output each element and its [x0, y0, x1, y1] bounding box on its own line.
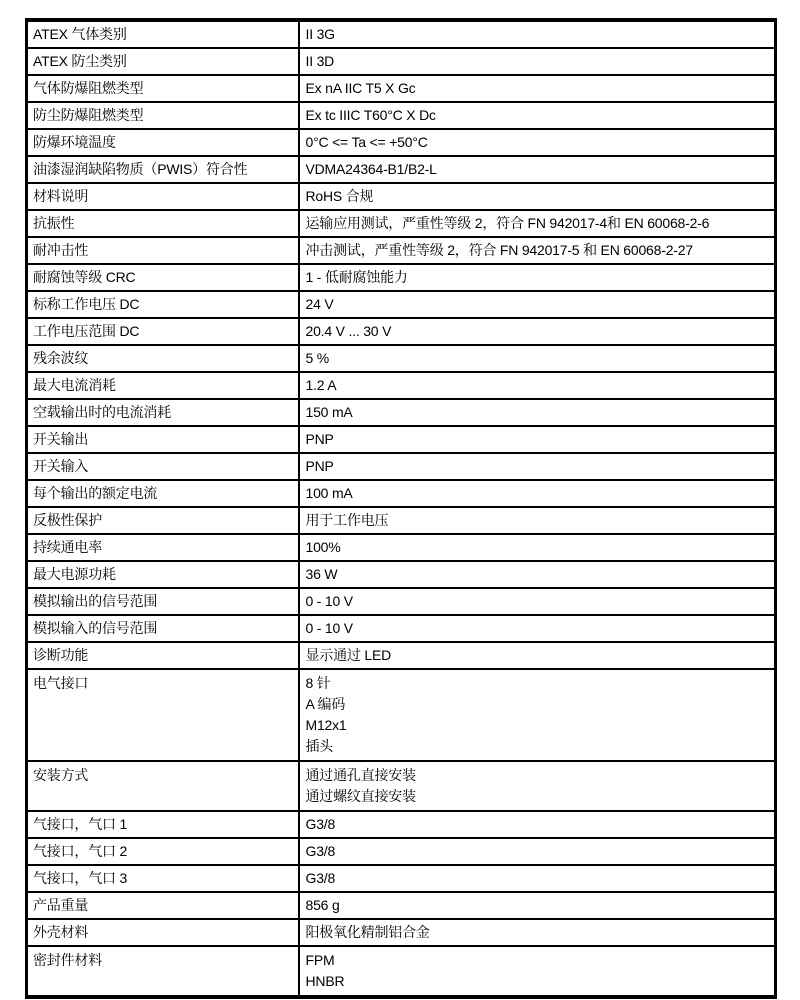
table-row [27, 156, 776, 183]
spec-label: ATEX 防尘类别 [27, 48, 299, 75]
spec-label: 残余波纹 [27, 345, 299, 372]
spec-label: 气体防爆阻燃类型 [27, 75, 299, 102]
table-row [27, 318, 776, 345]
table-row [27, 372, 776, 399]
spec-value-line: 通过通孔直接安装 [305, 767, 416, 783]
spec-value: 856 g [299, 892, 776, 919]
spec-label: 防尘防爆阻燃类型 [27, 102, 299, 129]
spec-value: II 3D [299, 48, 776, 75]
spec-value: 运输应用测试，严重性等级 2，符合 FN 942017-4和 EN 60068-2-6 [299, 210, 776, 237]
spec-label: 工作电压范围 DC [27, 318, 299, 345]
table-row [27, 642, 776, 669]
table-row [27, 210, 776, 237]
spec-value: 用于工作电压 [299, 507, 776, 534]
table-row [27, 507, 776, 534]
spec-value: 0°C <= Ta <= +50°C [299, 129, 776, 156]
table-row [27, 399, 776, 426]
spec-label: 开关输入 [27, 453, 299, 480]
spec-value: 0 - 10 V [299, 588, 776, 615]
spec-value: G3/8 [299, 811, 776, 838]
spec-value-line: M12x1 [305, 717, 347, 733]
table-row [27, 865, 776, 892]
table-row [27, 811, 776, 838]
spec-label: 气接口，气口 2 [27, 838, 299, 865]
table-row [27, 615, 776, 642]
spec-value: PNP [299, 426, 776, 453]
table-row [27, 426, 776, 453]
spec-value: Ex tc IIIC T60°C X Dc [299, 102, 776, 129]
spec-value: II 3G [299, 20, 776, 48]
spec-label: 密封件材料 [27, 946, 299, 997]
spec-table-body [27, 20, 776, 997]
spec-value [299, 761, 776, 811]
table-row [27, 761, 776, 811]
spec-label: 气接口，气口 3 [27, 865, 299, 892]
spec-value: 阳极氧化精制铝合金 [299, 919, 776, 946]
table-row [27, 75, 776, 102]
spec-label: 反极性保护 [27, 507, 299, 534]
table-row [27, 129, 776, 156]
spec-value [299, 669, 776, 761]
spec-value: 1.2 A [299, 372, 776, 399]
table-row [27, 480, 776, 507]
table-row [27, 669, 776, 761]
table-row [27, 102, 776, 129]
spec-value: 20.4 V ... 30 V [299, 318, 776, 345]
table-row [27, 345, 776, 372]
spec-value-line: 插头 [305, 738, 334, 754]
spec-label: 每个输出的额定电流 [27, 480, 299, 507]
spec-value: G3/8 [299, 838, 776, 865]
spec-value: 24 V [299, 291, 776, 318]
table-row [27, 919, 776, 946]
table-row [27, 20, 776, 48]
spec-label: 耐冲击性 [27, 237, 299, 264]
spec-label: 抗振性 [27, 210, 299, 237]
spec-value-line: HNBR [305, 973, 345, 989]
spec-label: 最大电源功耗 [27, 561, 299, 588]
spec-table [25, 18, 777, 999]
spec-label: 耐腐蚀等级 CRC [27, 264, 299, 291]
table-row [27, 946, 776, 997]
spec-value: 冲击测试，严重性等级 2，符合 FN 942017-5 和 EN 60068-2-27 [299, 237, 776, 264]
spec-value: 1 - 低耐腐蚀能力 [299, 264, 776, 291]
spec-label: 防爆环境温度 [27, 129, 299, 156]
spec-label: 模拟输入的信号范围 [27, 615, 299, 642]
spec-label: 最大电流消耗 [27, 372, 299, 399]
table-row [27, 561, 776, 588]
spec-value: VDMA24364-B1/B2-L [299, 156, 776, 183]
spec-value-line: A 编码 [305, 696, 346, 712]
table-row [27, 48, 776, 75]
spec-value: 0 - 10 V [299, 615, 776, 642]
spec-label: 气接口，气口 1 [27, 811, 299, 838]
spec-value: 150 mA [299, 399, 776, 426]
spec-label: 产品重量 [27, 892, 299, 919]
spec-label: 材料说明 [27, 183, 299, 210]
spec-value: PNP [299, 453, 776, 480]
spec-label: 模拟输出的信号范围 [27, 588, 299, 615]
table-row [27, 237, 776, 264]
spec-value: 36 W [299, 561, 776, 588]
spec-label: ATEX 气体类别 [27, 20, 299, 48]
spec-label: 持续通电率 [27, 534, 299, 561]
table-row [27, 264, 776, 291]
table-row [27, 453, 776, 480]
spec-label: 安装方式 [27, 761, 299, 811]
spec-label: 外壳材料 [27, 919, 299, 946]
table-row [27, 534, 776, 561]
spec-table-container [25, 18, 777, 999]
spec-label: 诊断功能 [27, 642, 299, 669]
spec-label: 油漆湿润缺陷物质（PWIS）符合性 [27, 156, 299, 183]
spec-value: G3/8 [299, 865, 776, 892]
table-row [27, 183, 776, 210]
spec-value: 显示通过 LED [299, 642, 776, 669]
spec-value-line: 8 针 [305, 675, 331, 691]
spec-label: 标称工作电压 DC [27, 291, 299, 318]
table-row [27, 291, 776, 318]
table-row [27, 892, 776, 919]
table-row [27, 588, 776, 615]
spec-label: 开关输出 [27, 426, 299, 453]
spec-value: 100 mA [299, 480, 776, 507]
table-row [27, 838, 776, 865]
spec-value: RoHS 合规 [299, 183, 776, 210]
spec-value [299, 946, 776, 997]
spec-label: 电气接口 [27, 669, 299, 761]
spec-value: Ex nA IIC T5 X Gc [299, 75, 776, 102]
spec-value-line: FPM [305, 952, 335, 968]
spec-label: 空载输出时的电流消耗 [27, 399, 299, 426]
spec-value: 100% [299, 534, 776, 561]
spec-value: 5 % [299, 345, 776, 372]
spec-value-line: 通过螺纹直接安装 [305, 788, 416, 804]
